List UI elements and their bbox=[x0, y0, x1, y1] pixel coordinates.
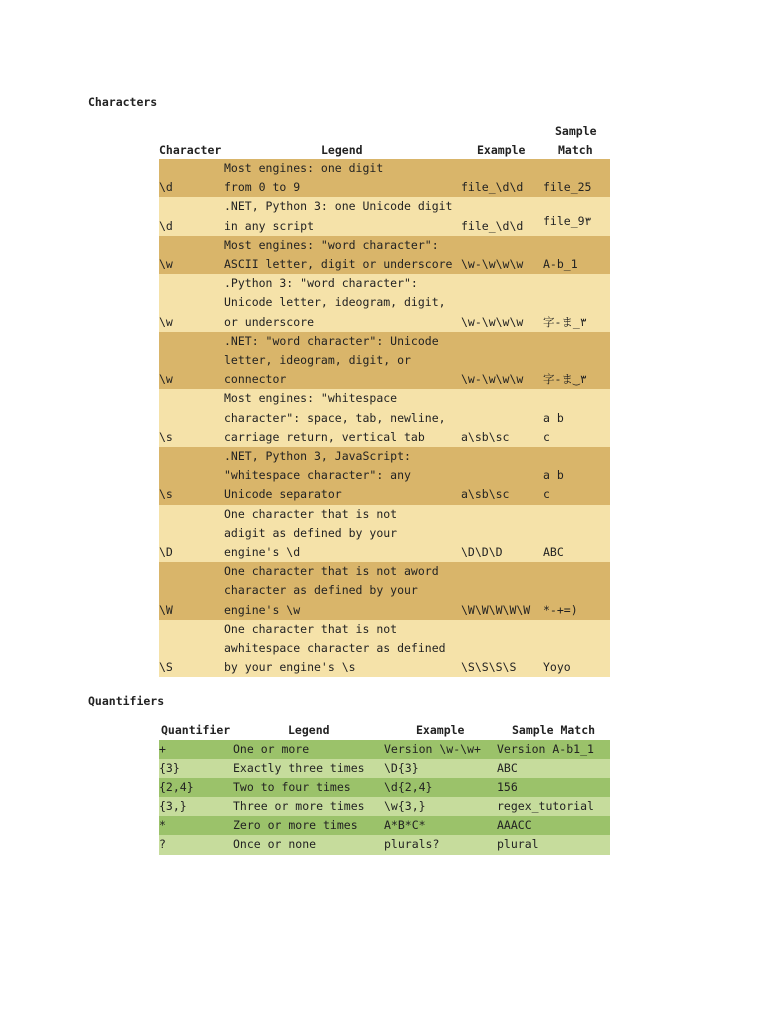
sample-match-cell bbox=[543, 601, 578, 620]
quantifier-cell: + bbox=[159, 742, 166, 756]
legend-line: .Python 3: "word character": bbox=[224, 276, 418, 291]
sample-match-cell: regex_tutorial bbox=[497, 799, 594, 814]
header-legend: Legend bbox=[321, 143, 363, 157]
legend-line: letter, ideogram, digit, or bbox=[224, 352, 411, 367]
character-cell: \s bbox=[159, 429, 173, 444]
quantifier-cell: {3} bbox=[159, 761, 180, 776]
character-cell: \s bbox=[159, 487, 173, 502]
table-row bbox=[159, 159, 610, 197]
sample-match-cell bbox=[543, 409, 564, 447]
example-cell: \D\D\D bbox=[461, 544, 503, 559]
legend-cell bbox=[224, 620, 460, 678]
match-line: 字-ま_۳ bbox=[543, 314, 587, 329]
header-example: Example bbox=[416, 723, 465, 737]
header-match: Match bbox=[558, 143, 593, 157]
sample-match-cell: plural bbox=[497, 837, 539, 852]
legend-line: Most engines: one digit bbox=[224, 161, 384, 175]
table-row bbox=[159, 197, 610, 235]
table-row bbox=[159, 562, 610, 620]
match-line: Yoyo bbox=[543, 660, 571, 675]
legend-line: Unicode separator bbox=[224, 487, 342, 502]
legend-cell: Exactly three times bbox=[233, 761, 365, 776]
character-cell: \d bbox=[159, 180, 173, 195]
legend-line: Most engines: "word character": bbox=[224, 237, 439, 252]
legend-line: character as defined by your bbox=[224, 583, 418, 598]
table-row bbox=[159, 835, 610, 854]
match-line: a b bbox=[543, 410, 564, 425]
example-cell: \S\S\S\S bbox=[461, 660, 517, 675]
legend-line: One character that is not bbox=[224, 506, 398, 521]
match-line: *-+=) bbox=[543, 602, 578, 617]
character-cell: \w bbox=[159, 314, 173, 329]
sample-match-cell: Version A-b1_1 bbox=[497, 742, 594, 756]
sample-match-cell bbox=[543, 212, 591, 231]
quantifiers-table bbox=[159, 740, 610, 855]
character-cell: \d bbox=[159, 218, 173, 233]
sample-match-cell bbox=[543, 543, 564, 562]
example-cell: a\sb\sc bbox=[461, 487, 510, 502]
character-cell: \w bbox=[159, 256, 173, 271]
legend-line: Most engines: "whitespace bbox=[224, 391, 398, 406]
character-cell: \S bbox=[159, 660, 173, 675]
table-row bbox=[159, 332, 610, 390]
table-row bbox=[159, 274, 610, 332]
legend-cell bbox=[224, 447, 460, 505]
legend-cell: Three or more times bbox=[233, 799, 365, 814]
quantifiers-table-header bbox=[159, 721, 610, 739]
characters-section-title: Characters bbox=[88, 95, 158, 109]
sample-match-cell bbox=[543, 178, 591, 197]
legend-line: by your engine's \s bbox=[224, 660, 356, 675]
table-row bbox=[159, 759, 610, 778]
header-legend: Legend bbox=[288, 723, 330, 737]
legend-line: adigit as defined by your bbox=[224, 525, 398, 540]
character-cell: \w bbox=[159, 372, 173, 387]
legend-line: "whitespace character": any bbox=[224, 468, 411, 483]
sample-match-cell: AAACC bbox=[497, 818, 532, 833]
legend-line: in any script bbox=[224, 218, 315, 233]
match-line: ABC bbox=[543, 544, 564, 559]
legend-line: or underscore bbox=[224, 314, 315, 329]
match-line: file_25 bbox=[543, 180, 592, 195]
match-line: A-b_1 bbox=[543, 256, 578, 271]
legend-cell bbox=[224, 197, 460, 235]
match-line: 字-ま‿۳ bbox=[543, 372, 587, 387]
legend-cell: Once or none bbox=[233, 837, 317, 852]
sample-match-cell bbox=[543, 466, 564, 504]
table-row bbox=[159, 797, 610, 816]
legend-cell: Two to four times bbox=[233, 780, 351, 795]
sample-match-cell bbox=[543, 255, 578, 274]
legend-line: engine's \d bbox=[224, 544, 301, 559]
example-cell: \d{2,4} bbox=[384, 780, 433, 795]
quantifier-cell: {3,} bbox=[159, 799, 187, 814]
table-row bbox=[159, 389, 610, 447]
example-cell: file_\d\d bbox=[461, 180, 524, 195]
legend-cell bbox=[224, 389, 460, 447]
example-cell: Version \w-\w+ bbox=[384, 742, 481, 756]
sample-match-cell bbox=[543, 370, 587, 389]
quantifiers-section-title: Quantifiers bbox=[88, 694, 165, 708]
example-cell: a\sb\sc bbox=[461, 429, 510, 444]
character-cell: \D bbox=[159, 544, 173, 559]
header-sample-match: Sample Match bbox=[512, 723, 596, 737]
legend-line: awhitespace character as defined bbox=[224, 640, 446, 655]
example-cell: file_\d\d bbox=[461, 218, 524, 233]
example-cell: \W\W\W\W\W bbox=[461, 602, 531, 617]
match-line: c bbox=[543, 429, 550, 444]
table-row bbox=[159, 505, 610, 563]
example-cell: \w-\w\w\w bbox=[461, 314, 524, 329]
quantifier-cell: * bbox=[159, 818, 166, 833]
legend-line: .NET, Python 3: one Unicode digit bbox=[224, 199, 453, 214]
legend-line: character": space, tab, newline, bbox=[224, 410, 446, 425]
example-cell: \w-\w\w\w bbox=[461, 372, 524, 387]
legend-line: .NET: "word character": Unicode bbox=[224, 333, 439, 348]
sample-match-cell bbox=[543, 313, 587, 332]
example-cell: \w-\w\w\w bbox=[461, 256, 524, 271]
table-row bbox=[159, 236, 610, 274]
legend-cell: One or more bbox=[233, 742, 310, 756]
example-cell: A*B*C* bbox=[384, 818, 426, 833]
legend-cell bbox=[224, 505, 460, 563]
legend-line: ASCII letter, digit or underscore bbox=[224, 256, 453, 271]
table-row bbox=[159, 778, 610, 797]
legend-line: One character that is not bbox=[224, 621, 398, 636]
legend-cell: Zero or more times bbox=[233, 818, 358, 833]
example-cell: plurals? bbox=[384, 837, 440, 852]
legend-cell bbox=[224, 274, 460, 332]
characters-table-header bbox=[159, 124, 610, 158]
legend-line: engine's \w bbox=[224, 602, 301, 617]
legend-line: from 0 to 9 bbox=[224, 180, 301, 195]
header-sample: Sample bbox=[555, 124, 597, 138]
match-line: a b bbox=[543, 468, 564, 483]
sample-match-cell: ABC bbox=[497, 761, 518, 776]
match-line: c bbox=[543, 487, 550, 502]
legend-cell bbox=[224, 159, 460, 197]
header-character: Character bbox=[159, 143, 222, 157]
example-cell: \w{3,} bbox=[384, 799, 426, 814]
table-row bbox=[159, 620, 610, 678]
table-row bbox=[159, 447, 610, 505]
legend-line: One character that is not aword bbox=[224, 564, 439, 579]
header-example: Example bbox=[477, 143, 526, 157]
legend-line: connector bbox=[224, 372, 287, 387]
quantifier-cell: ? bbox=[159, 837, 166, 852]
sample-match-cell bbox=[543, 658, 571, 677]
sample-match-cell: 156 bbox=[497, 780, 518, 795]
legend-line: carriage return, vertical tab bbox=[224, 429, 425, 444]
table-row bbox=[159, 740, 610, 759]
legend-cell bbox=[224, 562, 460, 620]
legend-cell bbox=[224, 236, 460, 274]
legend-line: Unicode letter, ideogram, digit, bbox=[224, 295, 446, 310]
header-quantifier: Quantifier bbox=[161, 723, 231, 737]
match-line: file_9٣ bbox=[543, 213, 592, 228]
quantifier-cell: {2,4} bbox=[159, 780, 194, 795]
character-cell: \W bbox=[159, 602, 173, 617]
example-cell: \D{3} bbox=[384, 761, 419, 776]
legend-line: .NET, Python 3, JavaScript: bbox=[224, 448, 411, 463]
legend-cell bbox=[224, 332, 460, 390]
table-row bbox=[159, 816, 610, 835]
characters-table bbox=[159, 159, 610, 677]
